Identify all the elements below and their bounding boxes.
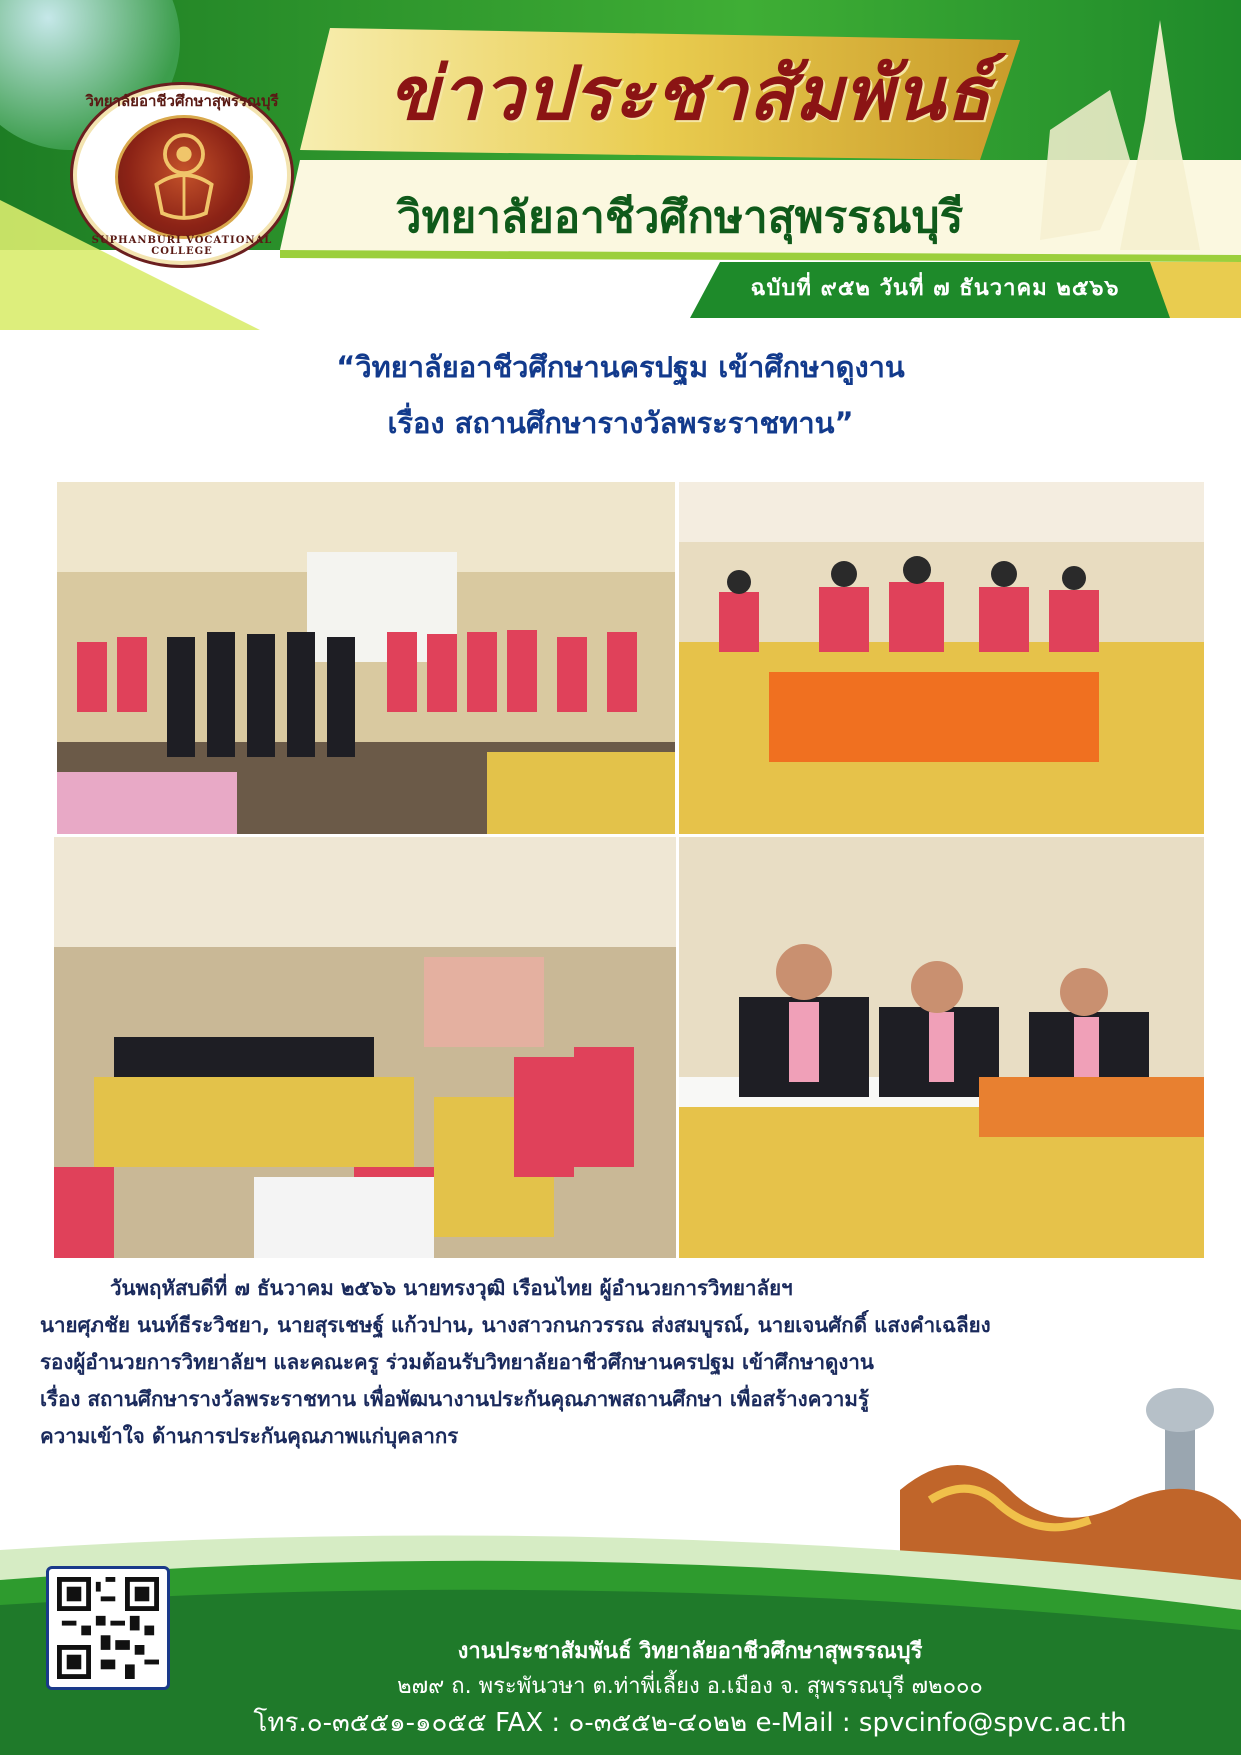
- logo-emblem: [115, 115, 253, 239]
- body-line-2: นายศุภชัย นนท์ธีระวิชยา, นายสุรเชษฐ์ แก้วปาน, นางสาวกนกวรรณ ส่งสมบูรณ์, นายเจนศักดิ์ แสงคำเฉลียง: [40, 1313, 991, 1337]
- emblem-icon: [118, 118, 250, 236]
- main-title: ข่าวประชาสัมพันธ์: [388, 51, 992, 137]
- footer-department: งานประชาสัมพันธ์ วิทยาลัยอาชีวศึกษาสุพรรณบุรี: [457, 1639, 923, 1664]
- qr-code-icon: [57, 1577, 159, 1679]
- photo-meeting-executives: [679, 482, 1204, 834]
- college-name: วิทยาลัยอาชีวศึกษาสุพรรณบุรี: [396, 192, 964, 243]
- body-line-3: รองผู้อำนวยการวิทยาลัยฯ และคณะครู ร่วมต้อนรับวิทยาลัยอาชีวศึกษานครปฐม เข้าศึกษาดูงาน: [40, 1350, 874, 1374]
- qr-code[interactable]: [46, 1566, 170, 1690]
- body-line-1: วันพฤหัสบดีที่ ๗ ธันวาคม ๒๕๖๖ นายทรงวุฒิ เรือนไทย ผู้อำนวยการวิทยาลัยฯ: [110, 1276, 793, 1300]
- body-line-4: เรื่อง สถานศึกษารางวัลพระราชทาน เพื่อพัฒนางานประกันคุณภาพสถานศึกษา เพื่อสร้างความรู้: [40, 1387, 869, 1411]
- news-title-line-1: “วิทยาลัยอาชีวศึกษานครปฐม เข้าศึกษาดูงาน: [336, 350, 905, 384]
- college-logo: [70, 82, 294, 268]
- photo-meeting-room-wide: [54, 837, 676, 1258]
- news-title-line-2: เรื่อง สถานศึกษารางวัลพระราชทาน”: [387, 406, 854, 440]
- photo-group-standing: [57, 482, 675, 834]
- page-header: [0, 0, 1241, 330]
- footer-contact: โทร.๐-๓๕๕๑-๑๐๕๕ FAX : ๐-๓๕๕๒-๔๐๒๒ e-Mail : spvcinfo@spvc.ac.th: [253, 1708, 1127, 1738]
- logo-text-bottom: SUPHANBURI VOCATIONAL COLLEGE: [91, 235, 273, 257]
- logo-text-top: วิทยาลัยอาชีวศึกษาสุพรรณบุรี: [85, 92, 279, 110]
- issue-number-date: ฉบับที่ ๙๕๒ วันที่ ๗ ธันวาคม ๒๕๖๖: [750, 276, 1120, 301]
- footer-address: ๒๗๙ ถ. พระพันวษา ต.ท่าพี่เลี้ยง อ.เมือง จ. สุพรรณบุรี ๗๒๐๐๐: [397, 1674, 983, 1699]
- photo-presenters-closeup: [679, 837, 1204, 1258]
- body-line-5: ความเข้าใจ ด้านการประกันคุณภาพแก่บุคลากร: [40, 1424, 459, 1448]
